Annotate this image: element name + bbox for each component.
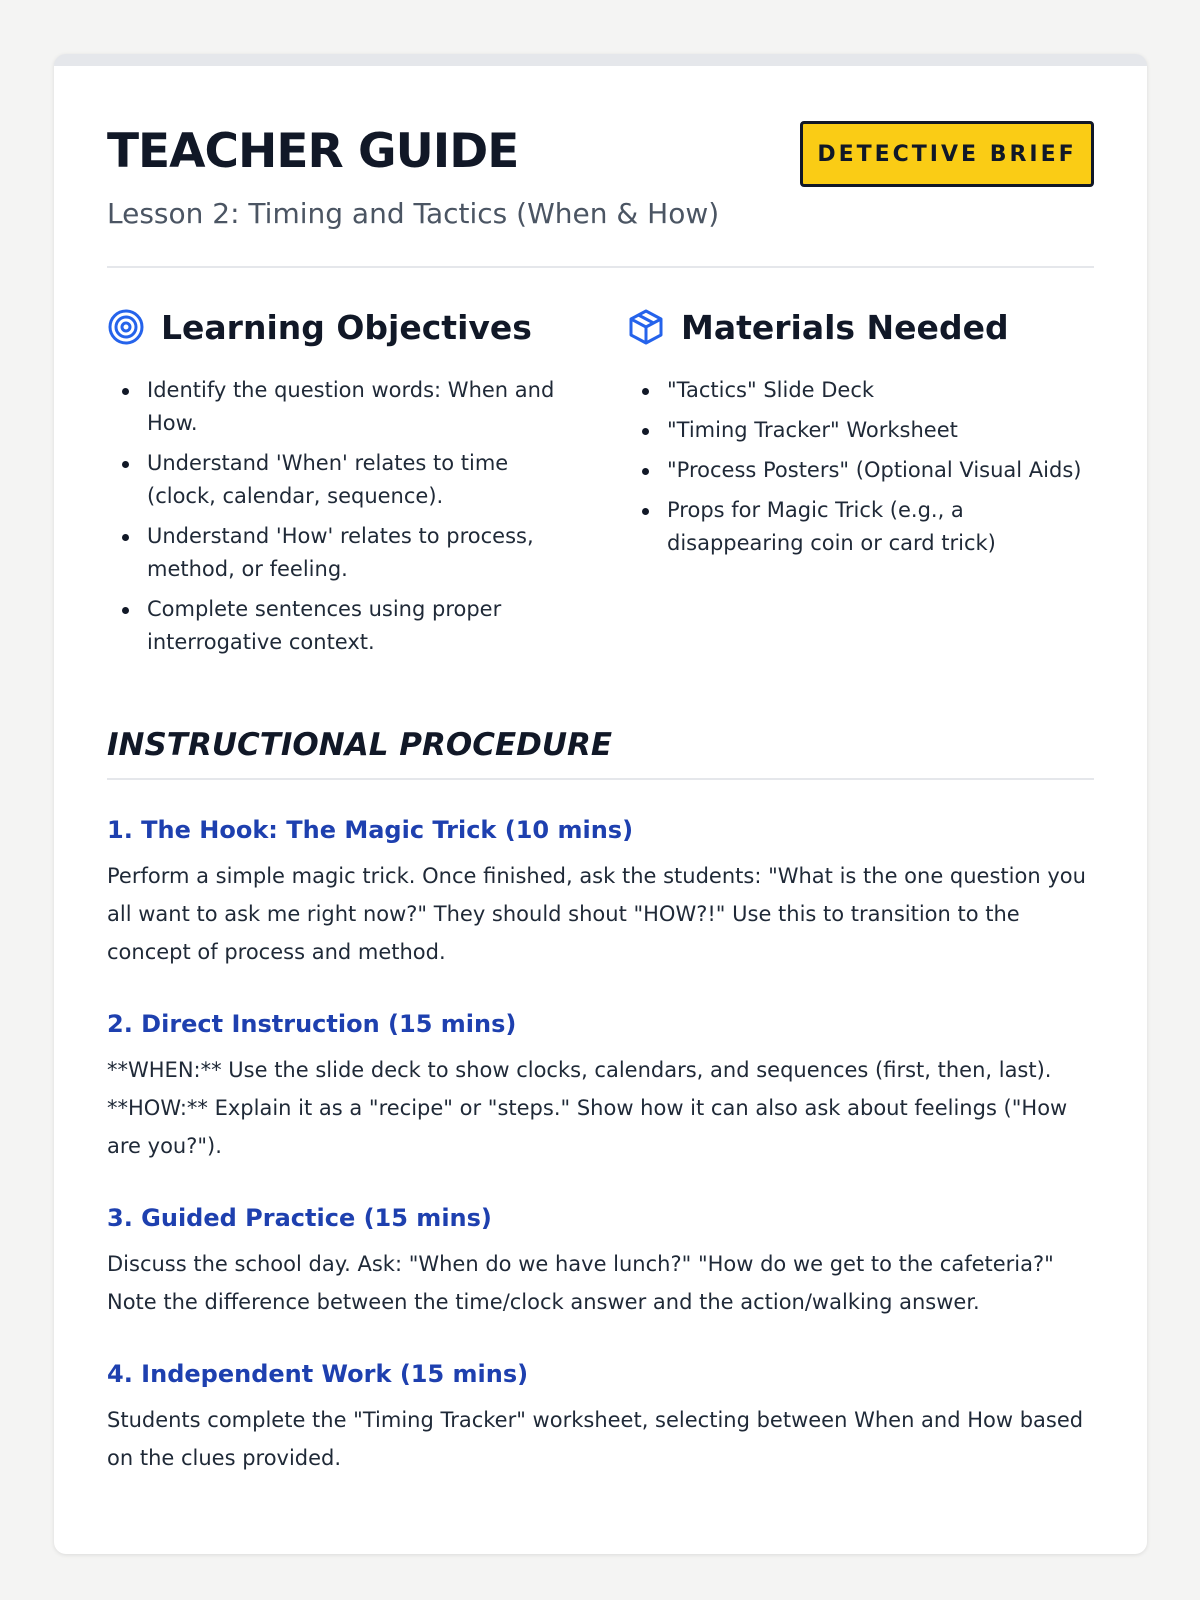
step-title: 4. Independent Work (15 mins) — [107, 1360, 529, 1388]
procedure-step — [107, 1199, 1094, 1321]
list-item: "Tactics" Slide Deck — [627, 374, 1094, 407]
step-title: 1. The Hook: The Magic Trick (10 mins) — [107, 816, 634, 844]
step-body: Perform a simple magic trick. Once finished, ask the students: "What is the one question you all want to ask me right now?" They should shout "HOW?!" Use this to transition to the concept of process and method. — [107, 864, 1086, 964]
detective-brief-badge: DETECTIVE BRIEF — [800, 121, 1094, 187]
learning-objectives-section — [107, 302, 577, 666]
materials-list — [627, 374, 1094, 560]
step-title: 2. Direct Instruction (15 mins) — [107, 1010, 517, 1038]
procedure-steps — [107, 811, 1094, 1511]
card-content — [107, 66, 1094, 1470]
step-body: Discuss the school day. Ask: "When do we have lunch?" "How do we get to the cafeteria?" Note the difference between the time/clock answer and the action/walking answer. — [107, 1252, 1054, 1314]
list-item: "Process Posters" (Optional Visual Aids) — [627, 454, 1094, 487]
materials-needed-header — [627, 302, 1094, 352]
step-title: 3. Guided Practice (15 mins) — [107, 1204, 492, 1232]
learning-objectives-heading: Learning Objectives — [161, 307, 532, 347]
list-item: Props for Magic Trick (e.g., a disappearing coin or card trick) — [627, 494, 1094, 560]
header — [107, 66, 1094, 268]
objectives-list — [107, 374, 577, 659]
target-icon — [107, 308, 145, 346]
list-item: Understand 'How' relates to process, method, or feeling. — [107, 520, 577, 586]
guide-card — [54, 54, 1147, 1554]
box-icon — [627, 308, 665, 346]
learning-objectives-header — [107, 302, 577, 352]
list-item: Understand 'When' relates to time (clock, calendar, sequence). — [107, 447, 577, 513]
materials-needed-section — [627, 302, 1094, 567]
procedure-step — [107, 811, 1094, 971]
overview-columns — [107, 302, 1094, 682]
procedure-heading: INSTRUCTIONAL PROCEDURE — [107, 722, 1094, 780]
materials-needed-heading: Materials Needed — [681, 307, 1009, 347]
procedure-step — [107, 1355, 1094, 1477]
step-body: **WHEN:** Use the slide deck to show clocks, calendars, and sequences (first, then, last). **HOW:** Explain it as a "recipe" or "steps." Show how it can also ask about feelings ("How are you?"). — [107, 1058, 1068, 1158]
list-item: Identify the question words: When and How. — [107, 374, 577, 440]
step-body: Students complete the "Timing Tracker" worksheet, selecting between When and How based on the clues provided. — [107, 1408, 1084, 1470]
page-title: TEACHER GUIDE — [107, 124, 519, 179]
list-item: "Timing Tracker" Worksheet — [627, 414, 1094, 447]
list-item: Complete sentences using proper interrogative context. — [107, 593, 577, 659]
procedure-step — [107, 1005, 1094, 1165]
lesson-subtitle: Lesson 2: Timing and Tactics (When & How) — [107, 197, 720, 230]
